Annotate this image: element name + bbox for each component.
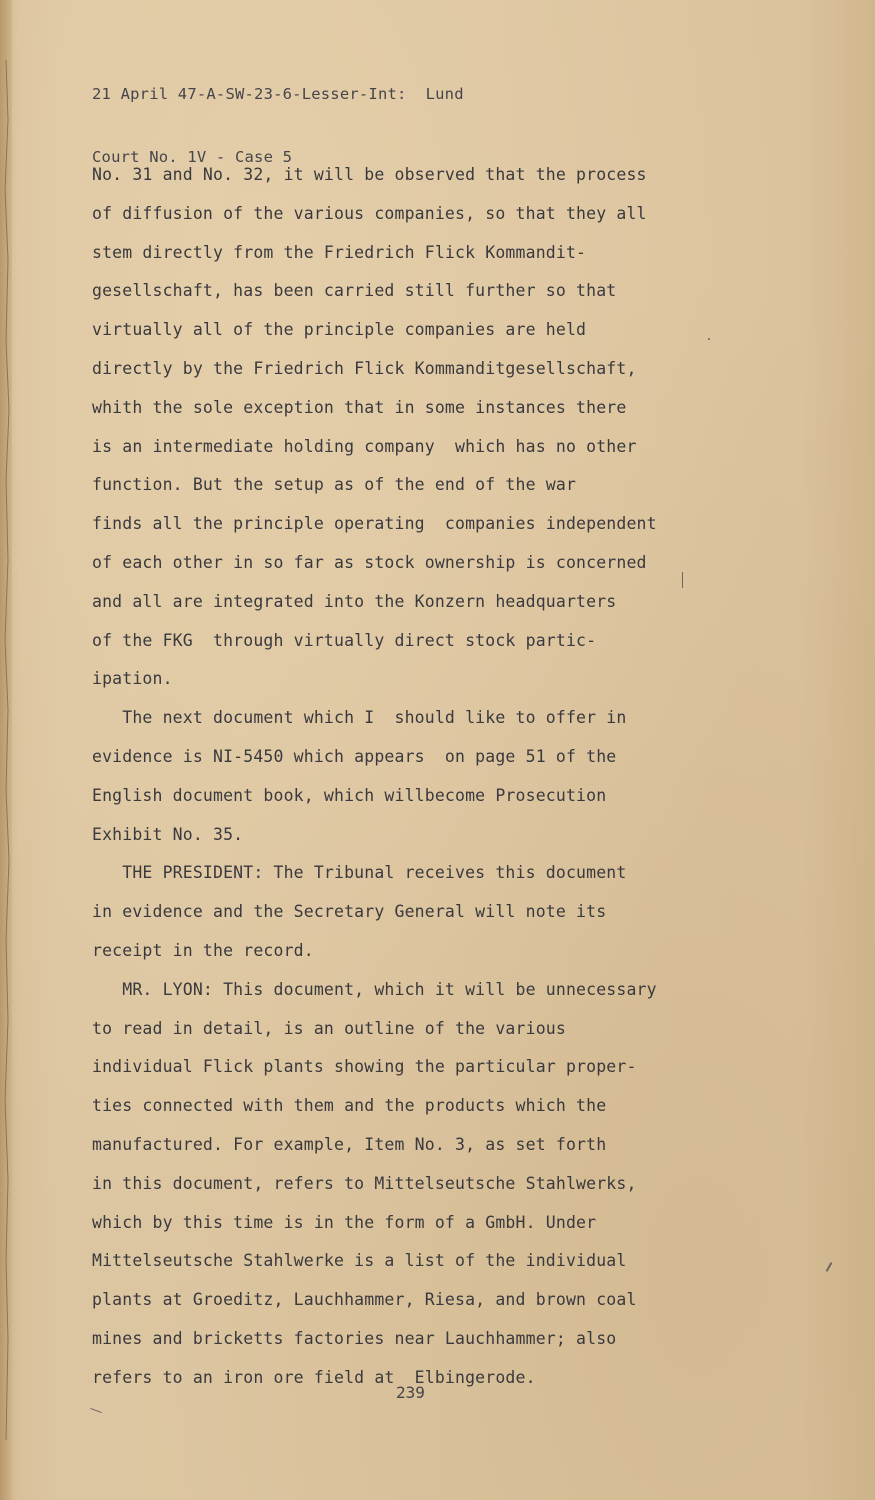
transcript-line: The next document which I should like to offer in bbox=[92, 708, 627, 728]
header-date-reference: 21 April 47-A-SW-23-6-Lesser-Int: Lund bbox=[92, 85, 464, 103]
transcript-line: evidence is NI-5450 which appears on page 51 of the bbox=[92, 746, 617, 766]
transcript-line: ties connected with them and the products which the bbox=[92, 1096, 607, 1116]
stray-pencil-mark bbox=[826, 1262, 833, 1272]
transcript-line: receipt in the record. bbox=[92, 940, 314, 960]
stray-pencil-mark bbox=[682, 572, 683, 588]
transcript-line: gesellschaft, has been carried still further so that bbox=[92, 281, 617, 301]
transcript-line: whith the sole exception that in some instances there bbox=[92, 397, 627, 417]
transcript-line: directly by the Friedrich Flick Kommanditgesellschaft, bbox=[92, 358, 637, 378]
transcript-line: function. But the setup as of the end of the war bbox=[92, 475, 577, 495]
page-number: 239 bbox=[396, 1383, 425, 1402]
transcript-line: which by this time is in the form of a GmbH. Under bbox=[92, 1212, 597, 1232]
transcript-line: MR. LYON: This document, which it will be unnecessary bbox=[92, 979, 657, 999]
transcript-line: is an intermediate holding company which has no other bbox=[92, 436, 637, 456]
transcript-line: Exhibit No. 35. bbox=[92, 824, 244, 844]
transcript-line: refers to an iron ore field at Elbingerode. bbox=[92, 1367, 536, 1387]
transcript-line: of each other in so far as stock ownership is concerned bbox=[92, 552, 647, 572]
transcript-line: mines and bricketts factories near Lauchhammer; also bbox=[92, 1328, 617, 1348]
transcript-line: Mittelseutsche Stahlwerke is a list of the individual bbox=[92, 1251, 627, 1271]
transcript-line: No. 31 and No. 32, it will be observed that the process bbox=[92, 165, 647, 184]
stray-pencil-mark bbox=[90, 1408, 102, 1413]
transcript-line: of the FKG through virtually direct stock partic- bbox=[92, 630, 597, 650]
transcript-line: in evidence and the Secretary General will note its bbox=[92, 902, 607, 922]
transcript-line: to read in detail, is an outline of the various bbox=[92, 1018, 566, 1038]
transcript-line: English document book, which willbecome Prosecution bbox=[92, 785, 607, 805]
transcript-line: in this document, refers to Mittelseutsche Stahlwerks, bbox=[92, 1173, 637, 1193]
header-court-case: Court No. 1V - Case 5 bbox=[92, 148, 293, 166]
stray-pencil-mark bbox=[708, 338, 710, 340]
transcript-line: individual Flick plants showing the particular proper- bbox=[92, 1057, 637, 1077]
transcript-line: ipation. bbox=[92, 669, 173, 689]
transcript-line: THE PRESIDENT: The Tribunal receives this document bbox=[92, 863, 627, 883]
transcript-line: plants at Groeditz, Lauchhammer, Riesa, and brown coal bbox=[92, 1290, 637, 1310]
transcript-line: finds all the principle operating companies independent bbox=[92, 514, 657, 534]
transcript-line: manufactured. For example, Item No. 3, as set forth bbox=[92, 1134, 607, 1154]
transcript-body bbox=[92, 156, 752, 1398]
transcript-line: stem directly from the Friedrich Flick Kommandit- bbox=[92, 242, 587, 262]
binding-stitch-marks bbox=[2, 60, 12, 1440]
transcript-line: virtually all of the principle companies are held bbox=[92, 320, 587, 340]
transcript-line: and all are integrated into the Konzern headquarters bbox=[92, 591, 617, 611]
transcript-line: of diffusion of the various companies, so that they all bbox=[92, 203, 647, 223]
